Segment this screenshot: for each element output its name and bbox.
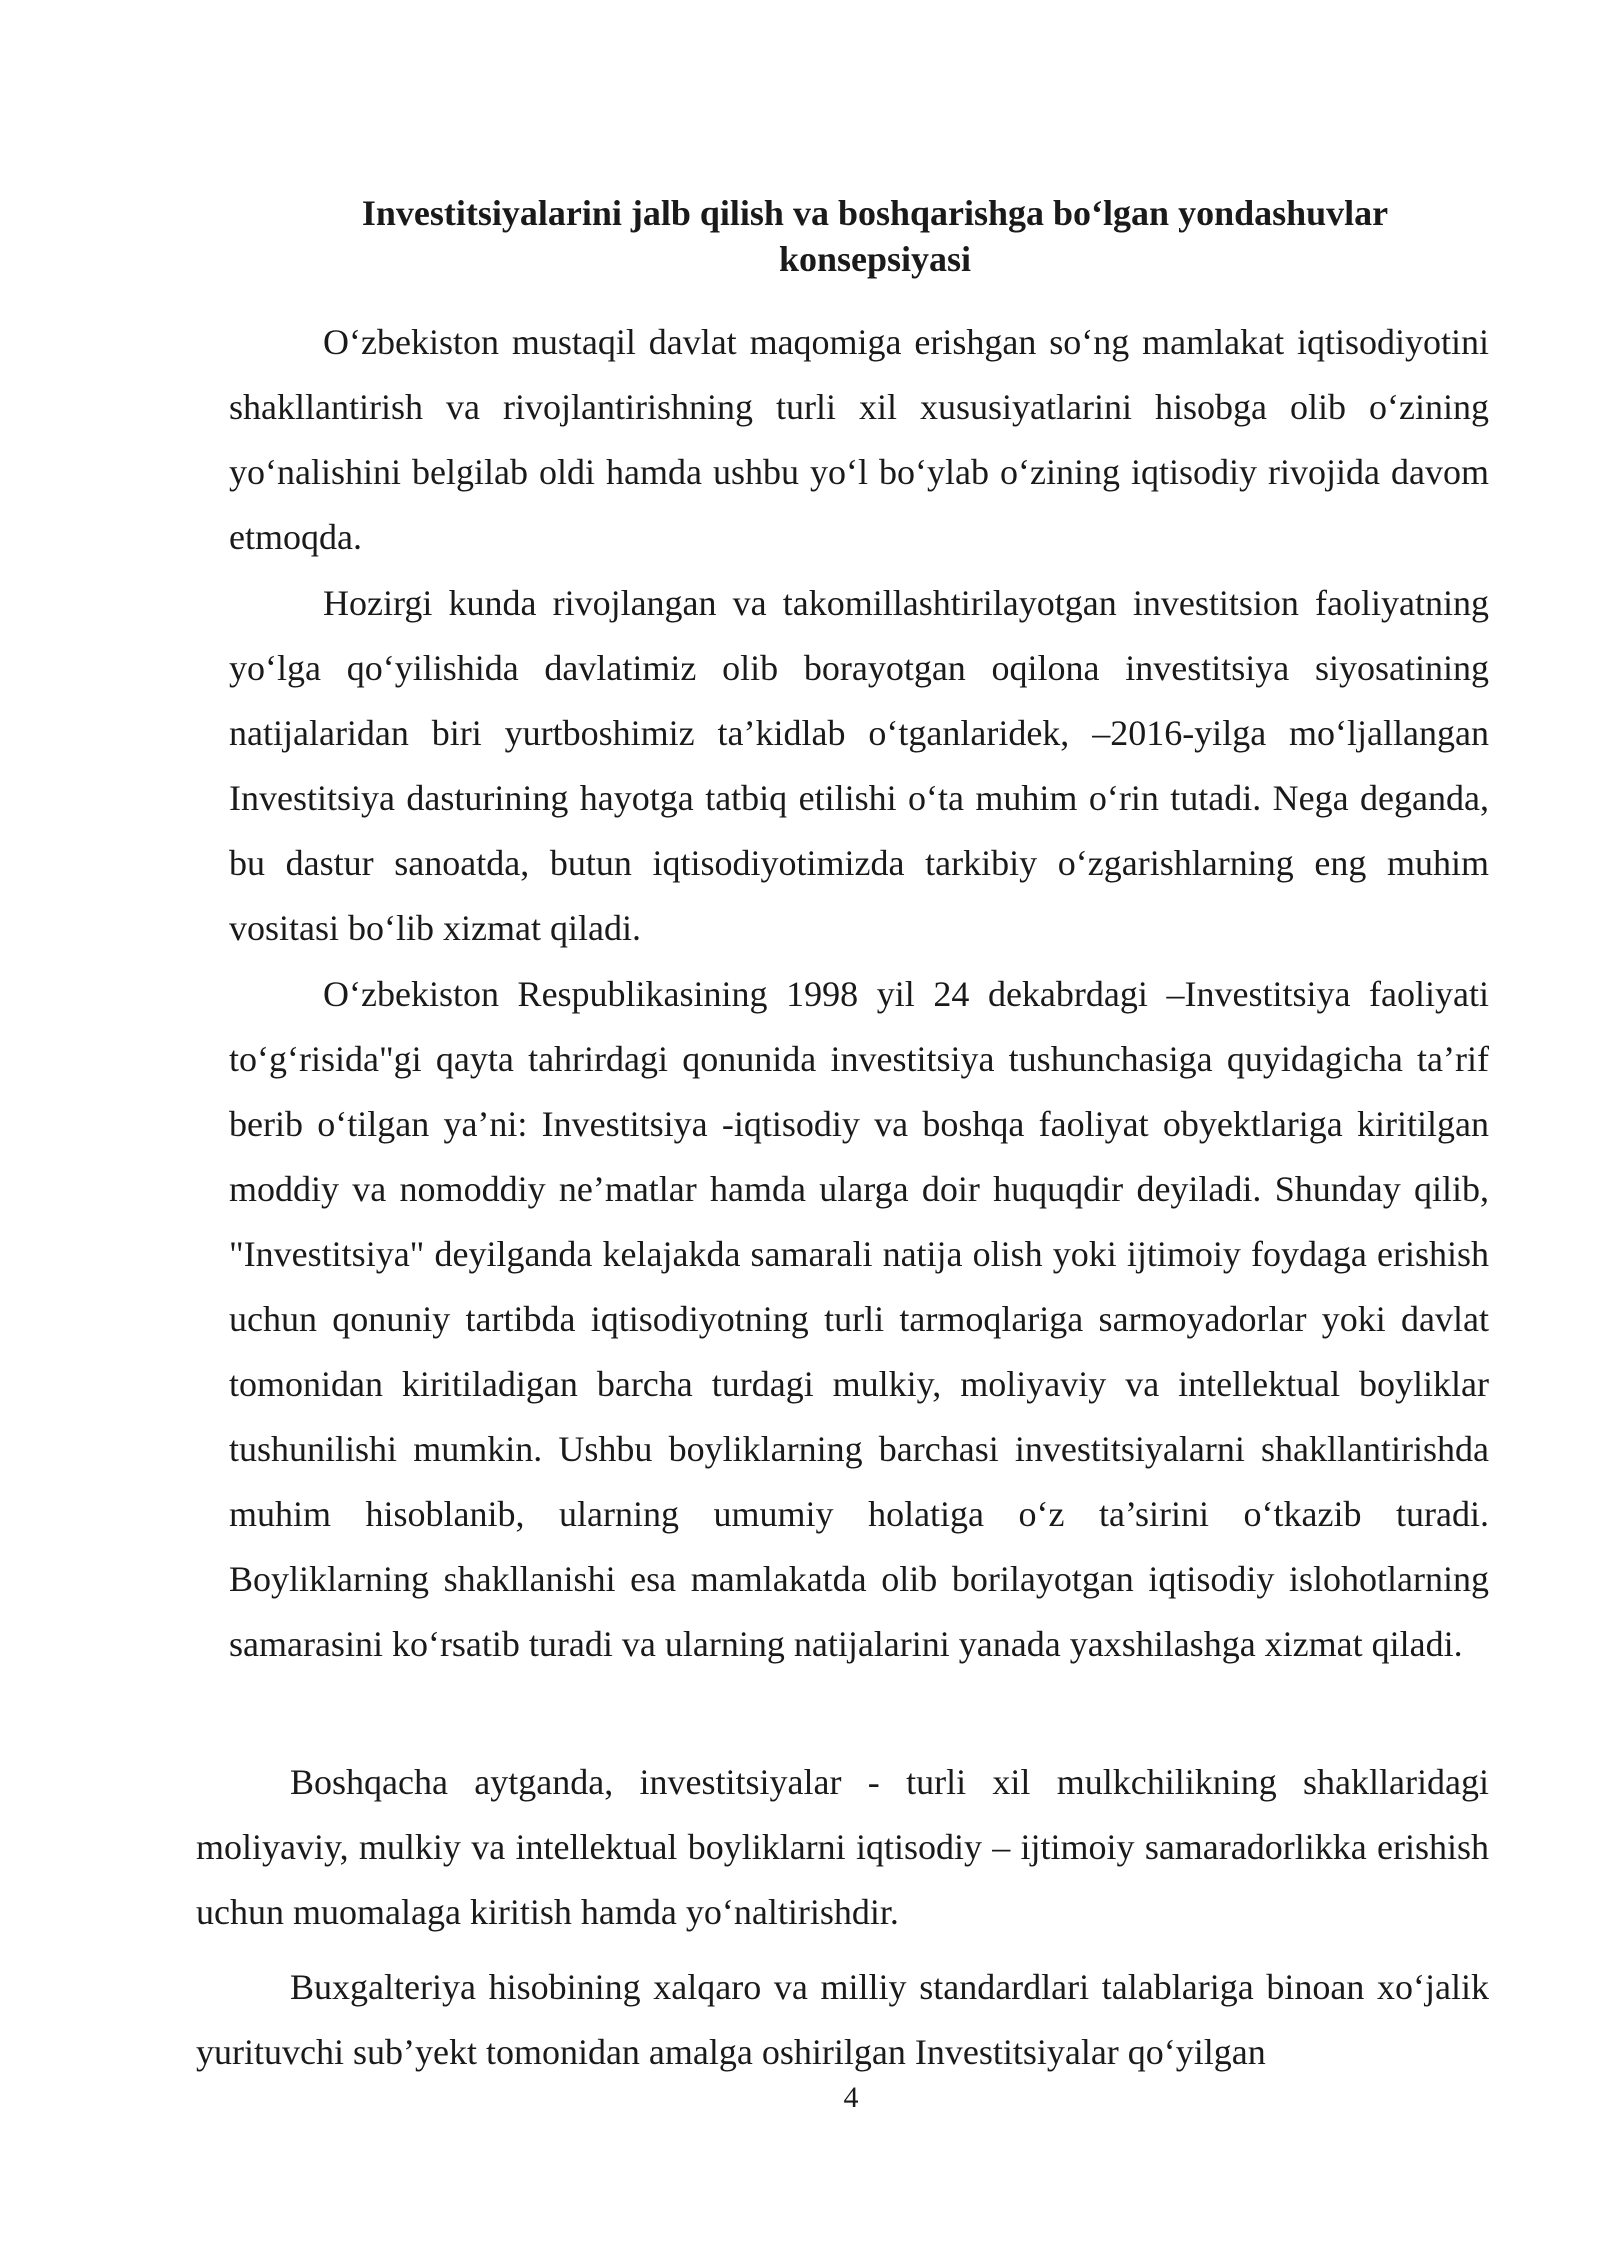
- paragraph-3: O‘zbekiston Respublikasining 1998 yil 24 dekabrdagi –Investitsiya faoliyati to‘g‘risida"gi qayta tahrirdagi qonunida investitsiya tushunchasiga quyidagicha ta’rif berib o‘tilgan ya’ni: Investitsiya -iqtisodiy va boshqa faoliyat obyektlariga kiritilgan moddiy va nomoddiy ne’matlar hamda ularga doir huquqdir deyiladi. Shunday qilib, "Investitsiya" deyilganda kelajakda samarali natija olish yoki ijtimoiy foydaga erishish uchun qonuniy tartibda iqtisodiyotning turli tarmoqlariga sarmoyadorlar yoki davlat tomonidan kiritiladigan barcha turdagi mulkiy, moliyaviy va intellektual boyliklar tushunilishi mumkin. Ushbu boyliklarning barchasi investitsiyalarni shakllantirishda muhim hisoblanib, ularning umumiy holatiga o‘z ta’sirini o‘tkazib turadi. Boyliklarning shakllanishi esa mamlakatda olib borilayotgan iqtisodiy islohotlarning samarasini ko‘rsatib turadi va ularning natijalarini yanada yaxshilashga xizmat qiladi.: [229, 974, 1489, 1664]
- document-title: [300, 190, 1450, 282]
- paragraph-5: Buxgalteriya hisobining xalqaro va milliy standardlari talablariga binoan xo‘jalik yurituvchi sub’yekt tomonidan amalga oshirilgan Investitsiyalar qo‘yilgan: [196, 1967, 1489, 2072]
- paragraph-4: Boshqacha aytganda, investitsiyalar - turli xil mulkchilikning shakllaridagi moliyaviy, mulkiy va intellektual boyliklarni iqtisodiy – ijtimoiy samaradorlikka erishish uchun muomalaga kiritish hamda yo‘naltirishdir.: [196, 1762, 1489, 1932]
- paragraph-1: O‘zbekiston mustaqil davlat maqomiga erishgan so‘ng mamlakat iqtisodiyotini shakllantirish va rivojlantirishning turli xil xususiyatlarini hisobga olib o‘zining yo‘nalishini belgilab oldi hamda ushbu yo‘l bo‘ylab o‘zining iqtisodiy rivojida davom etmoqda.: [229, 322, 1489, 557]
- paragraph-2: Hozirgi kunda rivojlangan va takomillashtirilayotgan investitsion faoliyatning yo‘lga qo‘yilishida davlatimiz olib borayotgan oqilona investitsiya siyosatining natijalaridan biri yurtboshimiz ta’kidlab o‘tganlaridek, –2016-yilga mo‘ljallangan Investitsiya dasturining hayotga tatbiq etilishi o‘ta muhim o‘rin tutadi. Nega deganda, bu dastur sanoatda, butun iqtisodiyotimizda tarkibiy o‘zgarishlarning eng muhim vositasi bo‘lib xizmat qiladi.: [229, 583, 1489, 948]
- title-line-1: Investitsiyalarini jalb qilish va boshqarishga bo‘lgan yondashuvlar: [361, 193, 1389, 233]
- page-number: 4: [843, 2081, 859, 2114]
- title-line-2: konsepsiyasi: [778, 239, 972, 279]
